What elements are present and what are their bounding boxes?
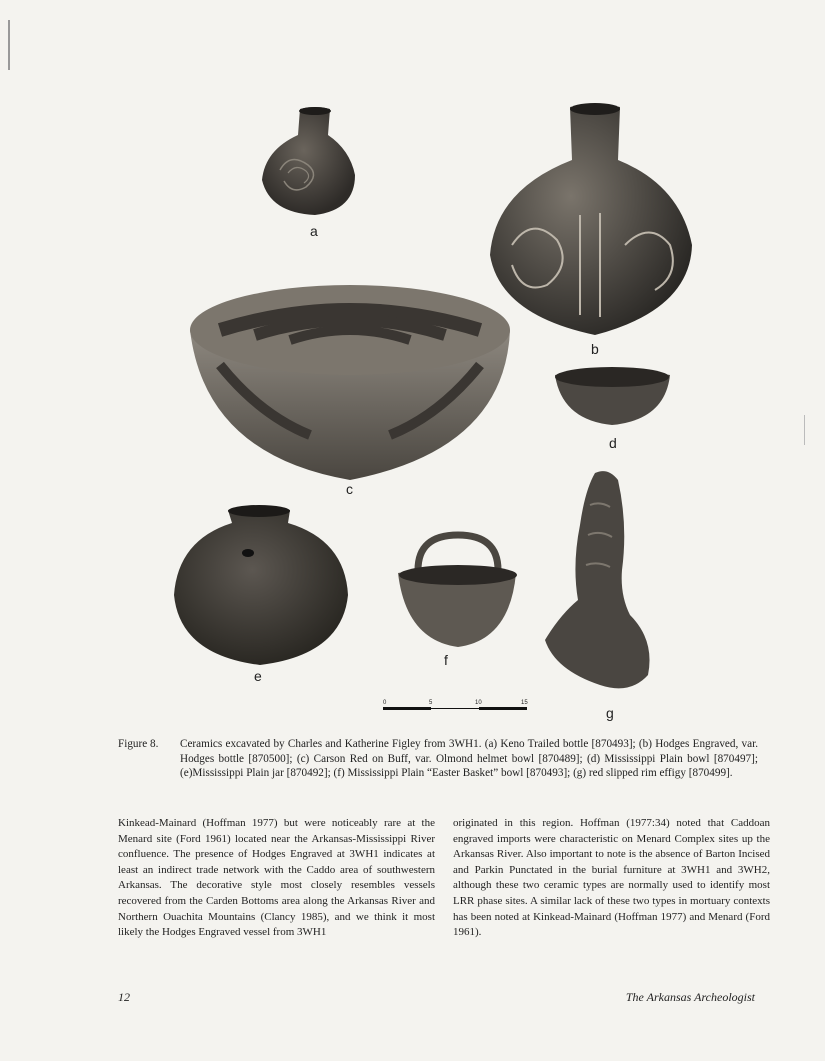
scale-segment — [383, 707, 431, 710]
page-number: 12 — [118, 990, 130, 1004]
scan-artifact — [8, 20, 10, 70]
label-f: f — [444, 652, 448, 668]
vessel-f-easter-basket-bowl — [398, 535, 517, 647]
caption-label: Figure 8. — [118, 738, 159, 750]
label-g: g — [606, 705, 614, 721]
vessel-b-hodges-engraved-bottle — [490, 103, 692, 335]
label-a: a — [310, 223, 318, 239]
scale-tick-label: 0 — [383, 700, 387, 706]
vessel-d-mississippi-plain-bowl — [555, 367, 670, 425]
caption-text: Ceramics excavated by Charles and Katherine Figley from 3WH1. (a) Keno Trailed bottle [870493]; (b) Hodges Engraved, var. Hodges bottle [870500]; (c) Carson Red on Buff, var. Olmond helmet bowl [870489]; (d) Mississippi Plain bowl [870497]; (e)Mississippi Plain jar [870492]; (f) Mississippi Plain “Easter Basket” bowl [870493]; (g) red slipped rim effigy [870499]. — [180, 738, 758, 780]
vessel-e-mississippi-plain-jar — [174, 505, 348, 665]
label-b: b — [591, 341, 599, 357]
ceramics-photo — [160, 95, 700, 715]
figure-plate — [160, 95, 700, 721]
label-d: d — [609, 435, 617, 451]
vessel-c-carson-red-bowl — [190, 285, 510, 480]
scale-tick-label: 10 — [475, 700, 482, 706]
label-c: c — [346, 481, 353, 497]
scale-segment — [479, 707, 527, 710]
body-text-left-column: Kinkead-Mainard (Hoffman 1977) but were noticeably rare at the Menard site (Ford 1961) located near the Arkansas-Mississippi River confluence. The presence of Hodges Engraved at 3WH1 indicates at least an indirect trade network with the Caddo area of southwestern Arkansas. The decorative style most closely resembles vessels recovered from the Carden Bottoms area along the Arkansas River and Northern Ouachita Mountains (Clancy 1985), and we think it most likely the Hodges Engraved vessel from 3WH1 — [118, 817, 435, 939]
scale-tick-label: 15 — [521, 700, 528, 706]
vessel-a-keno-trailed-bottle — [262, 107, 355, 215]
scale-bar — [383, 700, 528, 716]
scan-artifact — [804, 415, 805, 445]
journal-title: The Arkansas Archeologist — [625, 990, 755, 1004]
vessel-g-rim-effigy — [545, 471, 650, 688]
label-e: e — [254, 668, 262, 684]
body-text-right-column: originated in this region. Hoffman (1977:34) noted that Caddoan engraved imports were characteristic on Menard Complex sites up the Arkansas River. Also important to note is the absence of Barton Incised and Parkin Punctated in the burial furniture at 3WH1 and 3WH2, although these two ceramic types are normally used to identify most LRR phase sites. A similar lack of these two types in mortuary contexts has been noted at Kinkead-Mainard (Hoffman 1977) and Menard (Ford 1961). — [453, 817, 770, 939]
scale-segment — [431, 708, 479, 709]
scale-tick-label: 5 — [429, 700, 433, 706]
